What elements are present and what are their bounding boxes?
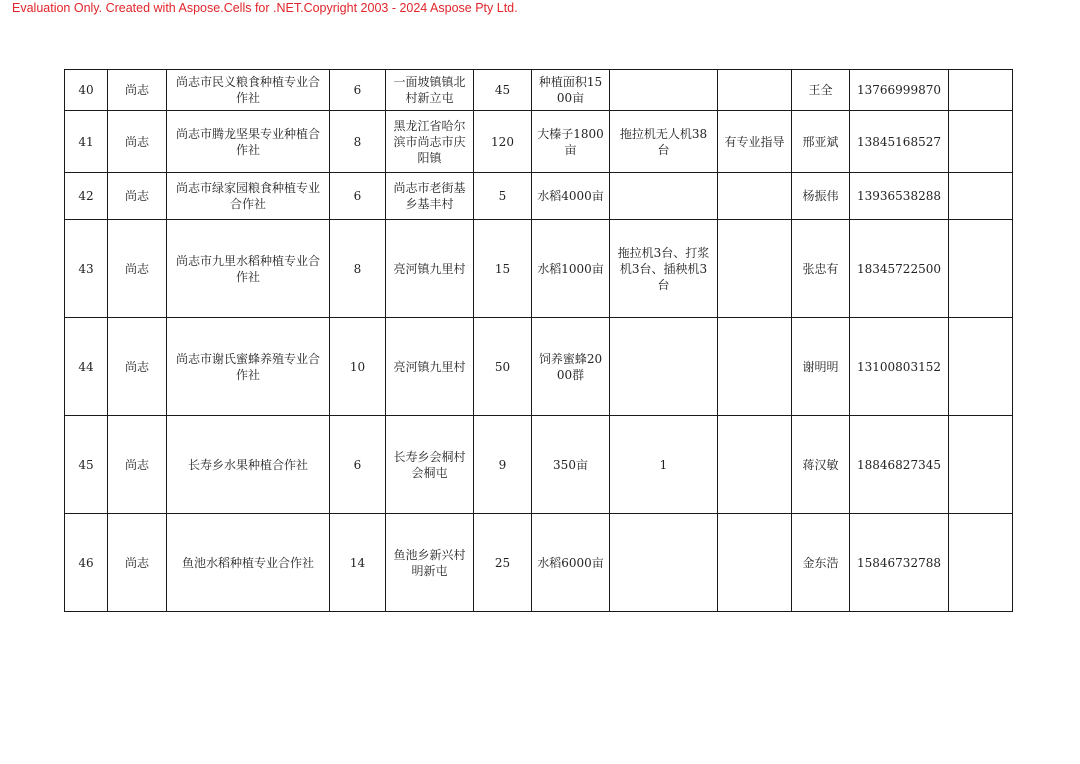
service-cell xyxy=(718,514,792,612)
scale-cell: 水稻4000亩 xyxy=(532,173,610,220)
cooperative-name-cell: 尚志市绿家园粮食种植专业合作社 xyxy=(167,173,330,220)
members-cell: 6 xyxy=(330,173,386,220)
machinery-cell: 拖拉机无人机38台 xyxy=(610,111,718,173)
cooperative-name-cell: 尚志市民义粮食种植专业合作社 xyxy=(167,70,330,111)
contact-cell: 邢亚斌 xyxy=(792,111,850,173)
phone-cell: 13100803152 xyxy=(850,318,949,416)
members-cell: 6 xyxy=(330,70,386,111)
region-cell: 尚志 xyxy=(108,173,167,220)
scale-cell: 种植面积1500亩 xyxy=(532,70,610,111)
service-cell xyxy=(718,70,792,111)
evaluation-watermark: Evaluation Only. Created with Aspose.Cells for .NET.Copyright 2003 - 2024 Aspose Pty Ltd. xyxy=(12,1,518,15)
land-cell: 9 xyxy=(474,416,532,514)
scale-cell: 大榛子1800亩 xyxy=(532,111,610,173)
region-cell: 尚志 xyxy=(108,416,167,514)
cooperative-name-cell: 尚志市九里水稻种植专业合作社 xyxy=(167,220,330,318)
note-cell xyxy=(949,70,1013,111)
machinery-cell: 1 xyxy=(610,416,718,514)
machinery-cell xyxy=(610,514,718,612)
contact-cell: 蒋汉敏 xyxy=(792,416,850,514)
table-row xyxy=(65,416,1013,514)
contact-cell: 张忠有 xyxy=(792,220,850,318)
land-cell: 45 xyxy=(474,70,532,111)
service-cell xyxy=(718,318,792,416)
service-cell xyxy=(718,173,792,220)
contact-cell: 金东浩 xyxy=(792,514,850,612)
note-cell xyxy=(949,514,1013,612)
row-number-cell: 42 xyxy=(65,173,108,220)
address-cell: 鱼池乡新兴村明新屯 xyxy=(386,514,474,612)
phone-cell: 13766999870 xyxy=(850,70,949,111)
land-cell: 5 xyxy=(474,173,532,220)
table-row xyxy=(65,220,1013,318)
row-number-cell: 45 xyxy=(65,416,108,514)
phone-cell: 15846732788 xyxy=(850,514,949,612)
row-number-cell: 40 xyxy=(65,70,108,111)
machinery-cell xyxy=(610,318,718,416)
land-cell: 50 xyxy=(474,318,532,416)
scale-cell: 水稻1000亩 xyxy=(532,220,610,318)
address-cell: 一面坡镇镇北村新立屯 xyxy=(386,70,474,111)
cooperative-table xyxy=(64,69,1013,612)
machinery-cell: 拖拉机3台、打浆机3台、插秧机3台 xyxy=(610,220,718,318)
service-cell xyxy=(718,416,792,514)
machinery-cell xyxy=(610,70,718,111)
scale-cell: 350亩 xyxy=(532,416,610,514)
land-cell: 15 xyxy=(474,220,532,318)
row-number-cell: 41 xyxy=(65,111,108,173)
table-row xyxy=(65,70,1013,111)
phone-cell: 18345722500 xyxy=(850,220,949,318)
address-cell: 亮河镇九里村 xyxy=(386,220,474,318)
row-number-cell: 44 xyxy=(65,318,108,416)
contact-cell: 王全 xyxy=(792,70,850,111)
address-cell: 黑龙江省哈尔滨市尚志市庆阳镇 xyxy=(386,111,474,173)
land-cell: 120 xyxy=(474,111,532,173)
members-cell: 8 xyxy=(330,220,386,318)
phone-cell: 13936538288 xyxy=(850,173,949,220)
note-cell xyxy=(949,111,1013,173)
note-cell xyxy=(949,220,1013,318)
row-number-cell: 46 xyxy=(65,514,108,612)
contact-cell: 谢明明 xyxy=(792,318,850,416)
cooperative-name-cell: 尚志市腾龙坚果专业种植合作社 xyxy=(167,111,330,173)
service-cell: 有专业指导 xyxy=(718,111,792,173)
region-cell: 尚志 xyxy=(108,111,167,173)
address-cell: 长寿乡会桐村会桐屯 xyxy=(386,416,474,514)
members-cell: 14 xyxy=(330,514,386,612)
phone-cell: 18846827345 xyxy=(850,416,949,514)
scale-cell: 水稻6000亩 xyxy=(532,514,610,612)
table-row xyxy=(65,514,1013,612)
region-cell: 尚志 xyxy=(108,70,167,111)
address-cell: 尚志市老街基乡基丰村 xyxy=(386,173,474,220)
scale-cell: 饲养蜜蜂2000群 xyxy=(532,318,610,416)
land-cell: 25 xyxy=(474,514,532,612)
members-cell: 8 xyxy=(330,111,386,173)
cooperative-name-cell: 鱼池水稻种植专业合作社 xyxy=(167,514,330,612)
note-cell xyxy=(949,318,1013,416)
table-row xyxy=(65,111,1013,173)
row-number-cell: 43 xyxy=(65,220,108,318)
table-row xyxy=(65,173,1013,220)
region-cell: 尚志 xyxy=(108,318,167,416)
machinery-cell xyxy=(610,173,718,220)
cooperative-name-cell: 尚志市谢氏蜜蜂养殖专业合作社 xyxy=(167,318,330,416)
region-cell: 尚志 xyxy=(108,514,167,612)
members-cell: 10 xyxy=(330,318,386,416)
members-cell: 6 xyxy=(330,416,386,514)
table-row xyxy=(65,318,1013,416)
phone-cell: 13845168527 xyxy=(850,111,949,173)
region-cell: 尚志 xyxy=(108,220,167,318)
note-cell xyxy=(949,416,1013,514)
contact-cell: 杨振伟 xyxy=(792,173,850,220)
service-cell xyxy=(718,220,792,318)
address-cell: 亮河镇九里村 xyxy=(386,318,474,416)
cooperative-name-cell: 长寿乡水果种植合作社 xyxy=(167,416,330,514)
note-cell xyxy=(949,173,1013,220)
